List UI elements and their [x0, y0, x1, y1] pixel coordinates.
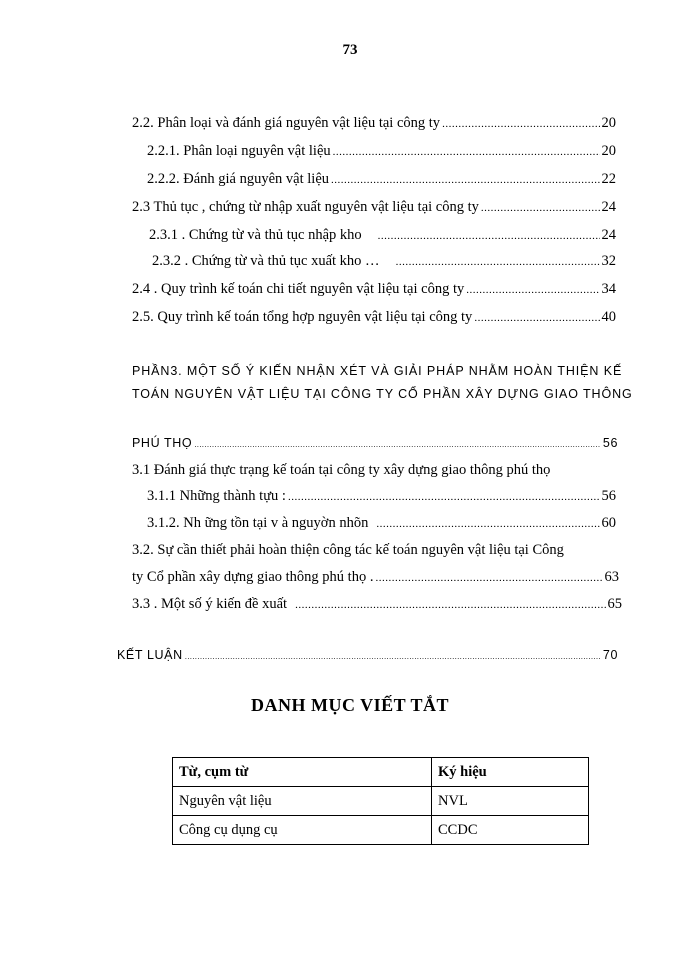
abbreviations-title: DANH MỤC VIẾT TẮT	[250, 695, 450, 715]
toc-page: 20	[601, 115, 616, 131]
toc-title: 3.1.2. Nh ững tồn tại v à nguyờn nhõn	[147, 515, 369, 531]
toc-entry-3-1-2[interactable]	[147, 515, 616, 532]
toc-title: 2.2. Phân loại và đánh giá nguyên vật liệu tại công ty	[132, 115, 441, 131]
toc-entry-2-3-1[interactable]	[149, 227, 616, 244]
toc-title: 2.3.2 . Chứng từ và thủ tục xuất kho …	[152, 253, 380, 269]
toc-leader	[331, 171, 599, 188]
toc-entry-2-3[interactable]	[132, 199, 616, 216]
toc-entry-2-4[interactable]	[132, 281, 616, 298]
toc-page: 32	[601, 253, 616, 269]
toc-entry-3-2[interactable]	[132, 542, 632, 559]
part3-line3[interactable]	[132, 436, 618, 450]
toc-page: 70	[602, 648, 618, 662]
symbol-cell: CCDC	[432, 816, 589, 845]
term-cell: Công cụ dụng cụ	[173, 816, 432, 845]
table-row	[173, 787, 589, 816]
toc-title: 2.2.2. Đánh giá nguyên vật liệu	[147, 171, 330, 187]
toc-leader	[466, 281, 599, 298]
toc-page: 56	[602, 436, 618, 450]
toc-entry-2-5[interactable]	[132, 309, 616, 326]
toc-entry-2-2-2[interactable]	[147, 171, 616, 188]
part3-line1: PHẦN3. MỘT SỐ Ý KIẾN NHẬN XÉT VÀ GIẢI PHÁP NHẰM HOÀN THIỆN KẾ	[132, 364, 623, 378]
table-row	[173, 816, 589, 845]
table-header-row	[173, 758, 589, 787]
toc-page: 60	[601, 515, 616, 531]
toc-page: 56	[601, 488, 616, 504]
term-cell: Nguyên vật liệu	[173, 787, 432, 816]
toc-leader	[376, 515, 599, 532]
toc-title: PHÚ THỌ	[132, 436, 193, 450]
toc-entry-3-1-1[interactable]	[147, 488, 616, 505]
part3-heading[interactable]	[132, 360, 632, 406]
toc-title: 2.3 Thủ tục , chứng từ nhập xuất nguyên vật liệu tại công ty	[132, 199, 479, 215]
toc-entry-2-2[interactable]	[132, 115, 616, 132]
toc-title: 3.1 Đánh giá thực trạng kế toán tại công ty xây dựng giao thông phú thọ	[132, 462, 551, 478]
column-header-symbol: Ký hiệu	[432, 758, 589, 787]
toc-leader	[194, 436, 601, 450]
toc-leader	[396, 253, 600, 270]
toc-page: 24	[601, 199, 616, 215]
toc-page: 24	[601, 227, 616, 243]
toc-entry-3-1[interactable]	[132, 462, 622, 479]
toc-page: 20	[601, 143, 616, 159]
column-header-term: Từ, cụm từ	[173, 758, 432, 787]
toc-title: 2.5. Quy trình kế toán tổng hợp nguyên vật liệu tại công ty	[132, 309, 473, 325]
part3-line2: TOÁN NGUYÊN VẬT LIỆU TẠI CÔNG TY CỔ PHẦN XÂY DỰNG GIAO THÔNG	[132, 387, 633, 401]
toc-title: 3.2. Sự cần thiết phải hoàn thiện công tác kế toán nguyên vật liệu tại Công	[132, 542, 564, 558]
page-number: 73	[342, 42, 358, 58]
toc-leader	[333, 143, 600, 160]
toc-entry-3-3[interactable]	[132, 596, 622, 613]
toc-title: ty Cổ phần xây dựng giao thông phú thọ .	[132, 569, 374, 585]
toc-title: 2.4 . Quy trình kế toán chi tiết nguyên vật liệu tại công ty	[132, 281, 465, 297]
toc-entry-3-2-cont[interactable]	[132, 569, 619, 586]
toc-leader	[185, 648, 601, 662]
toc-page: 40	[601, 309, 616, 325]
symbol-cell: NVL	[432, 787, 589, 816]
toc-leader	[375, 569, 602, 586]
toc-title: 2.2.1. Phân loại nguyên vật liệu	[147, 143, 331, 159]
toc-leader	[288, 488, 600, 505]
toc-page: 34	[601, 281, 616, 297]
toc-page: 22	[601, 171, 616, 187]
abbreviations-table	[172, 757, 589, 845]
toc-leader	[442, 115, 599, 132]
toc-entry-2-3-2[interactable]	[152, 253, 616, 270]
toc-title: 3.1.1 Những thành tựu :	[147, 488, 286, 504]
toc-page: 63	[604, 569, 619, 585]
toc-leader	[295, 596, 605, 613]
toc-title: 2.3.1 . Chứng từ và thủ tục nhập kho	[149, 227, 362, 243]
toc-entry-2-2-1[interactable]	[147, 143, 616, 160]
toc-leader	[378, 227, 600, 244]
toc-entry-conclusion[interactable]	[117, 648, 618, 662]
toc-title: KẾT LUẬN	[117, 648, 183, 662]
toc-leader	[481, 199, 600, 216]
toc-title: 3.3 . Một số ý kiến đề xuất	[132, 596, 288, 612]
toc-leader	[474, 309, 599, 326]
toc-page: 65	[607, 596, 622, 612]
